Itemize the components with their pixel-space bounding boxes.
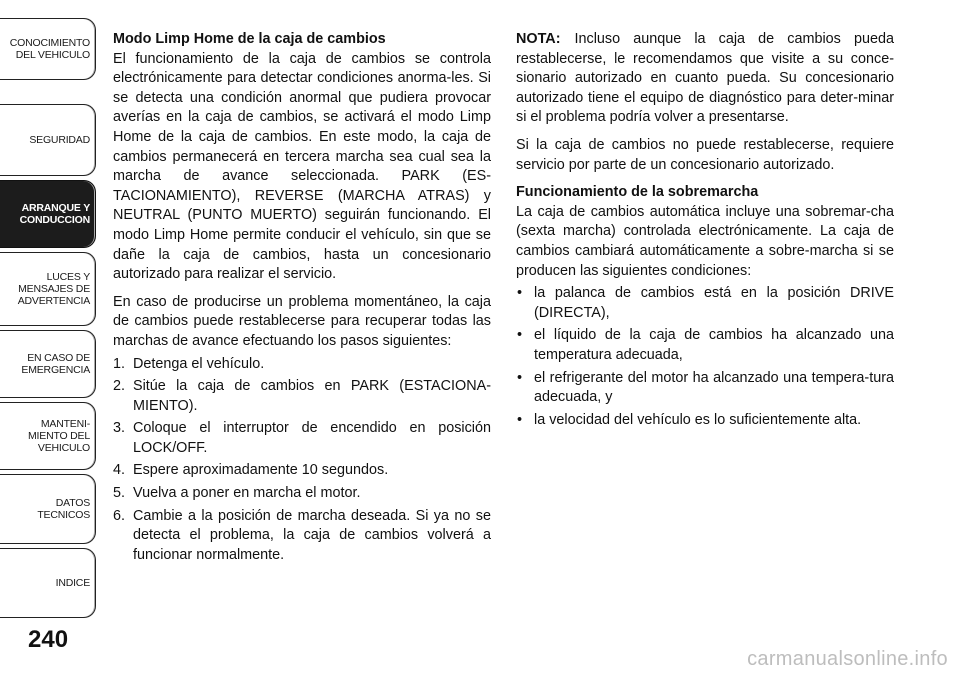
section-heading-limp-home: Modo Limp Home de la caja de cambios <box>113 31 386 47</box>
step-number: 4. <box>113 462 126 479</box>
list-item <box>516 411 894 431</box>
list-item <box>113 507 491 566</box>
step-number: 3. <box>113 420 126 437</box>
tab-seguridad[interactable]: SEGURIDAD <box>0 104 96 176</box>
note-label: NOTA: <box>516 31 561 47</box>
tab-indice[interactable]: INDICE <box>0 548 96 618</box>
tab-luces-y-mensajes[interactable]: LUCES Y MENSAJES DE ADVERTENCIA <box>0 252 96 326</box>
list-item <box>113 355 491 375</box>
step-number: 1. <box>113 355 126 372</box>
list-item <box>113 419 491 458</box>
reset-steps-list <box>113 355 491 566</box>
watermark: carmanualsonline.info <box>747 648 948 670</box>
list-item <box>516 369 894 408</box>
step-number: 2. <box>113 378 126 395</box>
step-text: Sitúe la caja de cambios en PARK (ESTACIONA-MIENTO). <box>133 378 491 414</box>
bullet-icon: • <box>517 369 523 386</box>
tab-arranque-y-conduccion[interactable]: ARRANQUE Y CONDUCCION <box>0 180 96 248</box>
condition-text: la velocidad del vehículo es lo suficientemente alta. <box>534 411 862 428</box>
tab-mantenimiento[interactable]: MANTENI- MIENTO DEL VEHICULO <box>0 402 96 470</box>
section-heading-overdrive: Funcionamiento de la sobremarcha <box>516 184 759 201</box>
bullet-icon: • <box>517 411 523 428</box>
paragraph-limp-home-description: El funcionamiento de la caja de cambios se controla electrónicamente para detectar condiciones anorma-les. Si se detecta una condición anormal que pudiera provocar averías en la caja de cambios, se activará el modo Limp Home de la caja de cambios. En este modo, la caja de cambios permanecerá en tercera marcha sea cual sea la marcha de avance seleccionada. PARK (ES-TACIONAMIENTO), REVERSE (MARCHA ATRAS) y NEUTRAL (PUNTO MUERTO) seguirán funcionando. El modo Limp Home permite conducir el vehículo, sin que se dañe la caja de cambios, hasta un concesionario autorizado para realizar el servicio. <box>113 50 491 283</box>
note-paragraph <box>516 30 894 128</box>
step-number: 6. <box>113 507 126 524</box>
condition-text: el refrigerante del motor ha alcanzado una tempera-tura adecuada, y <box>534 369 894 406</box>
step-text: Vuelva a poner en marcha el motor. <box>133 485 361 502</box>
step-text: Cambie a la posición de marcha deseada. Si ya no se detecta el problema, la caja de cambios volverá a funcionar normalmente. <box>133 507 491 563</box>
right-column <box>516 30 894 433</box>
paragraph-service-required: Si la caja de cambios no puede restablecerse, requiere servicio por parte de un concesionario autorizado. <box>516 136 894 173</box>
note-text: Incluso aunque la caja de cambios pueda restablecerse, le recomendamos que visite a su conce-sionario autorizado en cuanto pueda. Su concesionario autorizado tiene el equipo de diagnóstico para deter-minar si el problema podría volver a presentarse. <box>516 31 894 126</box>
bullet-icon: • <box>517 327 523 344</box>
overdrive-conditions-list <box>516 284 894 430</box>
condition-text: la palanca de cambios está en la posición DRIVE (DIRECTA), <box>534 285 894 321</box>
list-item <box>516 284 894 323</box>
step-number: 5. <box>113 485 126 502</box>
tab-en-caso-de-emergencia[interactable]: EN CASO DE EMERGENCIA <box>0 330 96 398</box>
list-item <box>113 484 491 504</box>
list-item <box>113 461 491 481</box>
tab-datos-tecnicos[interactable]: DATOS TECNICOS <box>0 474 96 544</box>
list-item <box>516 326 894 365</box>
bullet-icon: • <box>517 285 523 302</box>
list-item <box>113 377 491 416</box>
step-text: Coloque el interruptor de encendido en posición LOCK/OFF. <box>133 420 491 456</box>
paragraph-overdrive-description: La caja de cambios automática incluye una sobremar-cha (sexta marcha) controlada electrónicamente. La caja de cambios cambiará automáticamente a sobre-marcha si se producen las siguientes condiciones: <box>516 203 894 279</box>
paragraph-reset-intro: En caso de producirse un problema momentáneo, la caja de cambios puede restablecerse para recuperar todas las marchas de avance efectuando los pasos siguientes: <box>113 293 491 349</box>
left-column <box>113 30 491 568</box>
condition-text: el líquido de la caja de cambios ha alcanzado una temperatura adecuada, <box>534 327 894 363</box>
step-text: Detenga el vehículo. <box>133 355 265 372</box>
step-text: Espere aproximadamente 10 segundos. <box>133 462 389 479</box>
page-number: 240 <box>28 626 69 653</box>
chapter-tabs <box>0 0 98 678</box>
tab-conocimiento-del-vehiculo[interactable]: CONOCIMIENTO DEL VEHICULO <box>0 18 96 80</box>
